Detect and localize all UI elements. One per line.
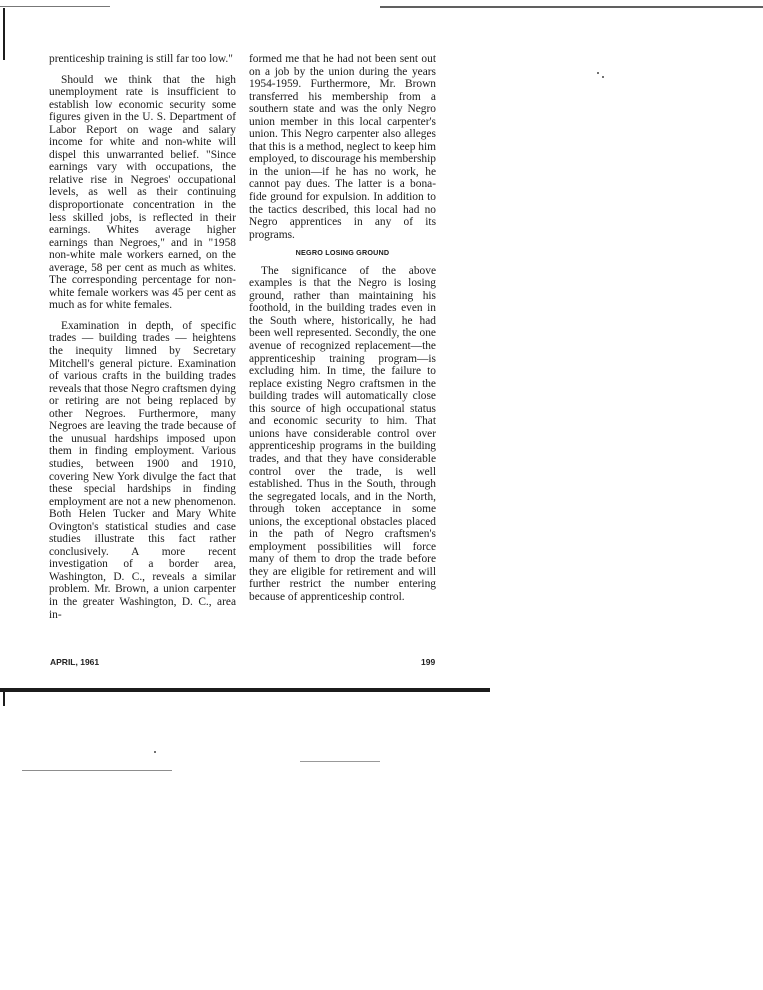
right-paragraph: formed me that he had not been sent out on a job by the union during the years 1954-1959. Furthermore, Mr. Brown transferred his membership from a southern state and was the only Negro union member in this local carpenter's union. This Negro carpenter also alleges that this is a method, neglect to keep him employed, to discourage his membership in the union—if he has no work, he cannot pay dues. The latter is a bona-fide ground for expulsion. In addition to the tactics described, this local had no Negro apprentices in any of its programs. <box>249 53 436 241</box>
scan-edge-top-right <box>380 6 763 8</box>
scan-edge-top <box>0 6 110 7</box>
section-subheading: NEGRO LOSING GROUND <box>295 248 390 258</box>
left-text-column <box>49 53 236 621</box>
page-bottom-edge-tick <box>3 692 5 706</box>
scan-noise-bottom-right <box>300 761 380 762</box>
scan-noise-bottom-left <box>22 770 172 771</box>
scan-speck <box>597 72 599 74</box>
scan-speck <box>154 751 156 753</box>
scan-edge-left <box>3 8 5 60</box>
page-bottom-edge-rule <box>0 688 490 692</box>
left-paragraph: prenticeship training is still far too low." <box>49 53 233 65</box>
scan-speck <box>602 76 604 78</box>
left-paragraph: Should we think that the high unemployment rate is insufficient to establish low economic security some figures given in the U. S. Department of Labor Report on wage and salary income for white and non-white will dispel this unwarranted belief. "Since earnings vary with occupations, the relative rise in Negroes' occupational levels, as well as their continuing disproportionate concentration in the less skilled jobs, is reflected in their earnings. Whites average higher earnings than Negroes," and in "1958 non-white male workers earned, on the average, 58 per cent as much as whites. The corresponding percentage for non-white female workers was 45 per cent as much as for white females. <box>49 73 236 312</box>
right-paragraph: The significance of the above examples is that the Negro is losing ground, rather than maintaining his foothold, in the building trades even in the South where, historically, he had been well represented. Secondly, the one avenue of recognized replacement—the apprenticeship training program—is excluding him. In time, the failure to replace existing Negro craftsmen in the building trades will automatically close this source of high occupational status and economic security to him. That unions have considerable control over apprenticeship programs in the building trades, and that they have considerable control over the trade, is well established. Thus in the South, through the segregated locals, and in the North, through token acceptance in some unions, the exceptional obstacles placed in the path of Negro craftsmen's employment possibilities will force many of them to drop the trade before they are eligible for retirement and will further restrict the number entering because of apprenticeship control. <box>249 264 436 603</box>
left-paragraph: Examination in depth, of specific trades — building trades — heightens the inequity limned by Secretary Mitchell's general picture. Examination of various crafts in the building trades reveals that those Negro craftsmen dying or retiring are not being replaced by other Negroes. Furthermore, many Negroes are leaving the trade because of the unusual hardships imposed upon them in finding employment. Various studies, between 1900 and 1910, covering New York divulge the fact that these special hardships in finding employment are not a new phenomenon. Both Helen Tucker and Mary White Ovington's statistical studies and case studies illustrate this fact rather conclusively. A more recent investigation of a border area, Washington, D. C., reveals a similar problem. Mr. Brown, a union carpenter in the greater Washington, D. C., area in- <box>49 319 236 621</box>
right-text-column <box>249 53 436 604</box>
issue-date: APRIL, 1961 <box>50 657 100 667</box>
page-number: 199 <box>421 657 436 667</box>
